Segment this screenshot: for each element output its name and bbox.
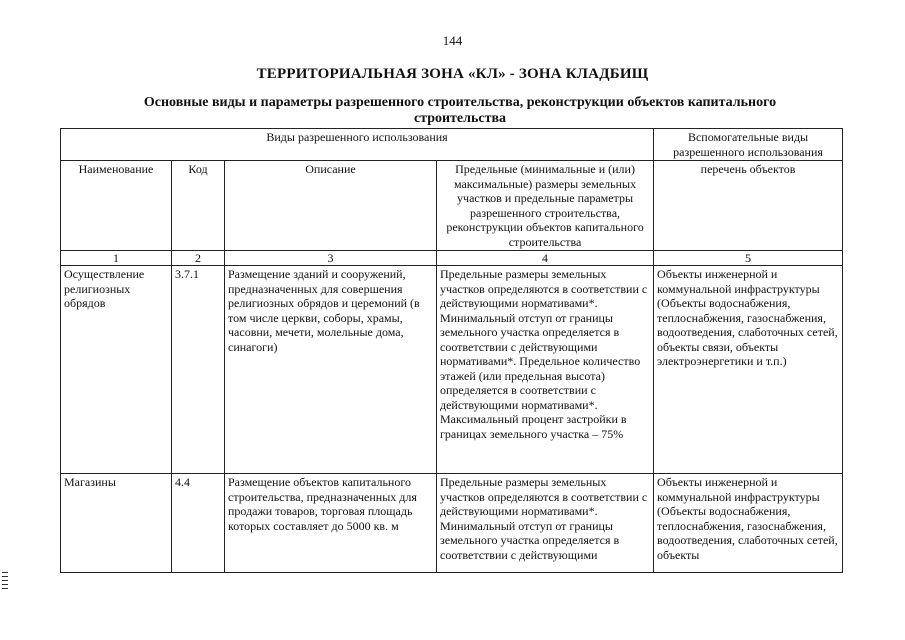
land-use-table [60, 128, 843, 573]
row-code [172, 474, 225, 573]
col-number: 3 [225, 251, 437, 266]
row-parameters-text: Предельные размеры земельных участков определяются в соответствии с действующими нормативами*. Минимальный отступ от границы земельного участка определяется в соответствии с действующими [440, 475, 648, 562]
row-description: Размещение зданий и сооружений, предназначенных для совершения религиозных обрядов и церемоний (в том числе церкви, соборы, храмы, часовни, мечети, молельные дома, синагоги) [225, 266, 437, 474]
row-name: Осуществление религиозных обрядов [61, 266, 172, 474]
group-header-aux: Вспомогательные виды разрешенного использования [654, 129, 843, 161]
col-header-objects: перечень объектов [654, 161, 843, 251]
table-column-number-row [61, 251, 843, 266]
col-number: 1 [61, 251, 172, 266]
row-parameters: Предельные размеры земельных участков определяются в соответствии с действующими нормативами*. Минимальный отступ от границы земельного участка определяется в соответствии с действующими нормативами*. Предельное количество этажей (или предельная высота) определяется в соответствии с действующими нормативами*. Максимальный процент застройки в границах земельного участка – 75% [437, 266, 654, 474]
table-row [61, 266, 843, 474]
table-row [61, 474, 843, 573]
zone-title: ТЕРРИТОРИАЛЬНАЯ ЗОНА «КЛ» - ЗОНА КЛАДБИЩ [256, 66, 649, 82]
row-description-text: Размещение объектов капитального строительства, предназначенных для продажи товаров, торговая площадь которых составляет до 5000 кв. м [228, 475, 417, 533]
row-name [61, 474, 172, 573]
col-number: 2 [172, 251, 225, 266]
row-name-text: Магазины [64, 475, 116, 489]
table-column-header-row [61, 161, 843, 251]
section-subtitle: Основные виды и параметры разрешенного строительства, реконструкции объектов капитального строительства [143, 95, 777, 126]
page-number: 144 [442, 33, 463, 48]
table-group-header-row [61, 129, 843, 161]
col-header-code: Код [172, 161, 225, 251]
col-header-description: Описание [225, 161, 437, 251]
row-aux-objects [654, 474, 843, 573]
row-parameters [437, 474, 654, 573]
scan-margin-mark [2, 572, 8, 592]
row-code-text: 4.4 [175, 475, 190, 489]
row-aux-objects: Объекты инженерной и коммунальной инфраструктуры (Объекты водоснабжения, теплоснабжения, газоснабжения, водоотведения, слаботочных сетей, объекты связи, объекты электроэнергетики и т.п.) [654, 266, 843, 474]
group-header-main: Виды разрешенного использования [61, 129, 654, 161]
col-header-parameters: Предельные (минимальные и (или) максимальные) размеры земельных участков и предельные параметры разрешенного строительства, реконструкции объектов капитального строительства [437, 161, 654, 251]
row-description [225, 474, 437, 573]
col-header-name: Наименование [61, 161, 172, 251]
row-code: 3.7.1 [172, 266, 225, 474]
row-aux-objects-text: Объекты инженерной и коммунальной инфраструктуры (Объекты водоснабжения, теплоснабжения, газоснабжения, водоотведения, слаботочных сетей, объекты [657, 475, 838, 562]
col-number: 5 [654, 251, 843, 266]
col-number: 4 [437, 251, 654, 266]
